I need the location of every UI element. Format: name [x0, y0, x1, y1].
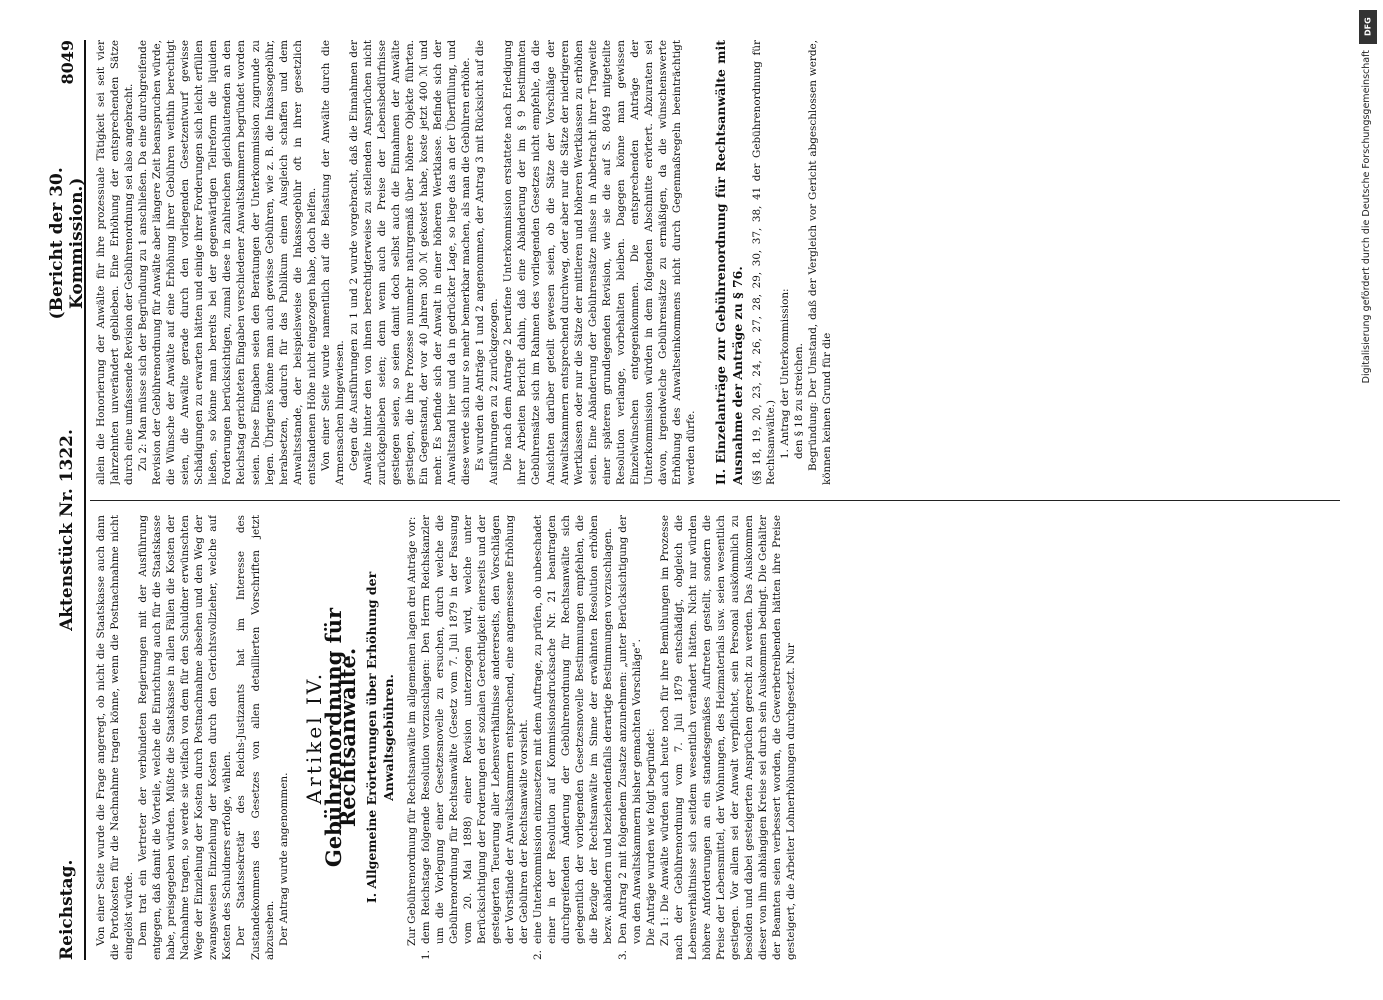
paragraph: Der Antrag wurde angenommen. [277, 772, 290, 946]
paragraph: Zu 1: Die Anwälte würden auch heute noch für ihre Bemühungen im Prozesse nach der Gebührenordnung vom 7. Juli 1879 entschädigt, obgleich die Lebensverhältnisse sich seitdem wesentlich verändert hätten. Nicht nur würden höhere Anforderungen an ein standesgemäßes Auftreten gestellt, sondern die Preise der Lebensmittel, der Wohnungen, des Heizmaterials usw. seien wesentlich gestiegen. Vor allem sei der Anwalt verpflichtet, sein Personal auskömmlich zu besolden und dabei gesteigerten Ansprüchen gerecht zu werden. Das Auskommen dieser von ihm abhängigen Kreise sei durch sein Auskommen bedingt. Die Gehälter der Beamten seien verbessert worden, die Gewerbetreibenden hätten ihre Preise gesteigert, die Arbeiter Lohnerhöhungen durchgesetzt. Nur [658, 515, 798, 960]
article-heading: Artikel IV. [301, 670, 326, 805]
article-title: Gebührenordnung für Rechtsanwälte. [320, 607, 360, 868]
page-number: 8049 [57, 39, 77, 85]
left-column [94, 515, 1339, 960]
list-item-number: 1. [419, 950, 432, 960]
motion-heading: 1. Antrag der Unterkommission: [779, 288, 792, 459]
document-page [47, 39, 1350, 960]
list-item-number: 2. [532, 950, 545, 960]
header-center: Aktenstück Nr. 1322. [57, 429, 77, 631]
column-divider [90, 500, 1340, 501]
paragraph-reference: (§§ 18, 19, 20, 23, 24, 26, 27, 28, 29, 30, 37, 38, 41 der Gebührenordnung für Rechtsanwälte.) [751, 40, 778, 485]
paragraph: Die nach dem Antrage 2 berufene Unterkommission erstattete nach Erledigung ihrer Arbeiten Bericht dahin, daß eine Abänderung der im § 9 bestimmten Gebührensätze sich im Rahmen des vorliegenden Gesetzes nicht empfehle, da die Ansichten darüber geteilt gewesen seien, ob die Sätze der Vorschläge der Anwaltskammern entsprechend durchweg, oder aber nur die Sätze der niedrigeren Wertklassen oder nur die Sätze der mittleren und höheren Wertklassen zu erhöhen seien. Eine Abänderung der Gebührensätze müsse in Anbetracht ihrer Tragweite einer späteren grundlegenden Revision, wie sie die auf S. 8049 mitgeteilte Resolution verlange, vorbehalten bleiben. Dagegen könne man gewissen Einzelwünschen entgegenkommen. Die entsprechenden Anträge der Unterkommission würden in dem folgenden Abschnitte erörtert. Abzuraten sei davon, irgendwelche Gebührensätze zu ermäßigen, da die wünschenswerte Erhöhung des Anwaltseinkommens nicht durch Gegenmaßregeln beeinträchtigt werden dürfe. [502, 40, 697, 485]
motion-text: den § 18 zu streichen. [793, 343, 806, 459]
section-heading-ii: II. Einzelanträge zur Gebührenordnung für Rechtsanwälte mit Ausnahme der Anträge zu § 76. [713, 40, 746, 485]
paragraph: Der Staatssekretär des Reichs-Justizamts hat im Interesse des Zustandekommens des Gesetzes von allen detaillierten Vorschriften jetzt abzusehen. [235, 515, 276, 960]
digitization-credit [1355, 0, 1383, 1000]
list-item-text: dem Reichstage folgende Resolution vorzuschlagen: Den Herrn Reichskanzler um die Vorlegung einer Gesetzesnovelle zu ersuchen, durch welche die Gebührenordnung für Rechtsanwälte (Gesetz vom 7. Juli 1879 in der Fassung vom 20. Mai 1898) einer Revision unterzogen wird, welche unter Berücksichtigung der Forderungen der sozialen Gerechtigkeit einerseits und der gesteigerten Teuerung aller Lebensverhältnisse andererseits, den Vorschlägen der Vorstände der Anwaltskammern entsprechend, eine angemessene Erhöhung der Gebühren der Rechtsanwälte vorsieht. [419, 515, 531, 944]
paragraph: Es wurden die Anträge 1 und 2 angenommen, der Antrag 3 mit Rücksicht auf die Ausführungen zu 2 zurückgezogen. [474, 40, 501, 485]
paragraph: allein die Honorierung der Anwälte für ihre prozessuale Tätigkeit sei seit vier Jahrzehnten unverändert geblieben. Eine Erhöhung der entsprechenden Sätze durch eine umfassende Revision der Gebührenordnung sei also angebracht. [95, 40, 136, 485]
dfg-logo: DFG [1359, 10, 1377, 44]
list-item [616, 515, 644, 960]
list-item-text: eine Unterkommission einzusetzen mit dem Auftrage, zu prüfen, ob unbeschadet einer in der Resolution auf Kommissionsdrucksache Nr. 21 beantragten durchgreifenden Änderung der Gebührenordnung für Rechtsanwälte sich gelegentlich der vorliegenden Gesetzesnovelle Bestimmungen empfehlen, die die Bezüge der Rechtsanwälte im Sinne der erwähnten Resolution erhöhen bezw. abändern und beziehendenfalls derartige Bestimmungen vorzuschlagen. [532, 515, 615, 944]
list-item-text: Den Antrag 2 mit folgendem Zusatze anzunehmen: „unter Berücksichtigung der von den Anwaltskammern bisher gemachten Vorschläge“. [616, 515, 643, 944]
credit-text: Digitalisierung gefördert durch die Deutsche Forschungsgemeinschaft [1361, 50, 1372, 384]
paragraph: Von einer Seite wurde die Frage angeregt, ob nicht die Staatskasse auch dann die Portokosten für die Nachnahme tragen könne, wenn die Postnachnahme nicht eingelöst würde. [95, 515, 136, 960]
paragraph: Gegen die Ausführungen zu 1 und 2 wurde vorgebracht, daß die Einnahmen der Anwälte hinter den von ihnen berechtigterweise zu stellenden Ansprüchen nicht zurückgeblieben seien; denn wenn auch die Preise der Lebensbedürfnisse gestiegen seien, so seien damit doch selbst auch die Einnahmen der Anwälte gestiegen, die ihre Prozesse nunmehr naturgemäß über höhere Objekte führten. Ein Gegenstand, der vor 40 Jahren 300 ℳ gekostet habe, koste jetzt 400 ℳ und mehr. Es befinde sich der Anwalt in einer höheren Wertklasse. Befinde sich der Anwaltstand hier und da in gedrückter Lage, so liege das an der Überfüllung, und diese werde sich nur so mehr bemerkbar machen, als man die Gebühren erhöhe. [347, 40, 473, 485]
header-right: (Bericht der 30. Kommission.) [47, 167, 87, 320]
list-item-number: 3. [616, 950, 629, 960]
paragraph: Begründung: Der Umstand, daß der Vergleich vor Gericht abgeschlossen werde, können keinen Grund für die [807, 40, 834, 485]
paragraph: Zur Gebührenordnung für Rechtsanwälte im allgemeinen lagen drei Anträge vor: [405, 516, 418, 946]
header-left: Reichstag. [57, 859, 77, 960]
running-header [47, 39, 87, 960]
list-item [419, 515, 531, 960]
paragraph: Dem trat ein Vertreter der verbündeten Regierungen mit der Ausführung entgegen, daß damit die Vorteile, welche die Einrichtung auch für die Staatskasse habe, preisgegeben würden. Müßte die Staatskasse in allen Fällen die Kosten der Nachnahme tragen, so werde sie vielfach von dem für den Schuldner erwünschten Wege der Einziehung der Kosten durch Postnachnahme absehen und den Weg der zwangsweisen Einziehung der Kosten durch den Gerichtsvollzieher, welche auf Kosten des Schuldners erfolge, wählen. [137, 515, 234, 960]
right-column [94, 40, 1339, 485]
paragraph: Die Anträge wurden wie folgt begründet: [644, 728, 657, 946]
list-item [531, 515, 615, 960]
paragraph: Zu 2: Man müsse sich der Begründung zu 1 anschließen. Da eine durchgreifende Revision der Gebührenordnung für Anwälte aber längere Zeit beanspruchen würde, die Wünsche der Anwälte auf eine Erhöhung ihrer Gebühren weithin berechtigt seien, die Anwälte gerade durch den vorliegenden Gesetzentwurf gewisse Schädigungen zu erwarten hätten und einige ihrer Forderungen sich leicht erfüllen ließen, so könne man bereits bei der gegenwärtigen Teilreform die liquiden Forderungen berücksichtigen, zumal diese in zahlreichen gleichlautenden an den Reichstag gerichteten Eingaben verschiedener Anwaltskammern begründet worden seien. Diese Eingaben seien den Beratungen der Unterkommission zugrunde zu legen. Übrigens könne man auch gewisse Gebühren, wie z. B. die Inkassogebühr, herabsetzen, dadurch für das Publikum einen Ausgleich schaffen und dem Anwaltsstande, der beispielsweise die Inkassogebühr oft in ihrer gesetzlich entstandenen Höhe nicht eingezogen habe, doch helfen. [137, 40, 318, 485]
section-heading-i: I. Allgemeine Erörterungen über Erhöhung der Anwaltsgebühren. [363, 571, 396, 904]
paragraph: Von einer Seite wurde namentlich auf die Belastung der Anwälte durch die Armensachen hingewiesen. [319, 40, 346, 485]
